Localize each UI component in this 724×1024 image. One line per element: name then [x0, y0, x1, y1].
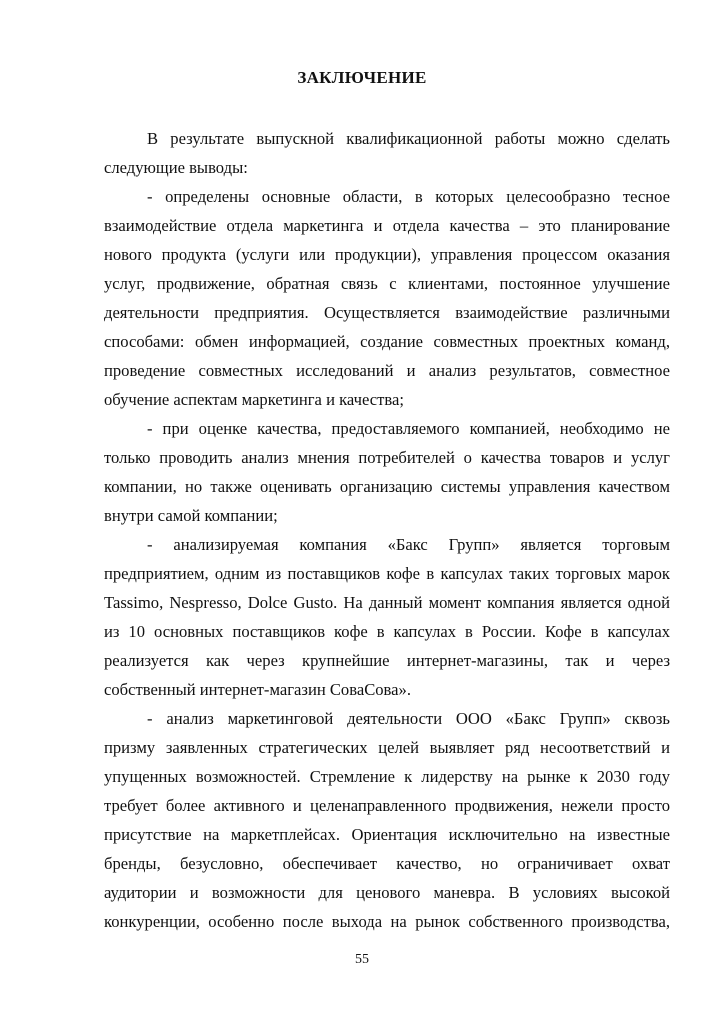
text-line: обучение аспектам маркетинга и качества;: [104, 390, 404, 409]
text-line: внутри самой компании;: [104, 506, 278, 525]
text-line: реализуется как через крупнейшие интернет-магазины, так и через: [104, 651, 670, 670]
page-title: ЗАКЛЮЧЕНИЕ: [297, 68, 427, 87]
text-line: деятельности предприятия. Осуществляется взаимодействие различными: [104, 303, 670, 322]
text-line: аудитории и возможности для ценового маневра. В условиях высокой: [104, 883, 670, 902]
text-line: предприятием, одним из поставщиков кофе в капсулах таких торговых марок: [104, 564, 670, 583]
text-line: присутствие на маркетплейсах. Ориентация исключительно на известные: [104, 825, 670, 844]
text-line: - анализ маркетинговой деятельности ООО «Бакс Групп» сквозь: [147, 709, 670, 728]
text-line: - анализируемая компания «Бакс Групп» является торговым: [147, 535, 670, 554]
text-line: конкуренции, особенно после выхода на рынок собственного производства,: [104, 912, 670, 931]
text-line: услуг, продвижение, обратная связь с клиентами, постоянное улучшение: [104, 274, 670, 293]
text-line: проведение совместных исследований и анализ результатов, совместное: [104, 361, 670, 380]
text-line: бренды, безусловно, обеспечивает качество, но ограничивает охват: [104, 854, 670, 873]
text-line: упущенных возможностей. Стремление к лидерству на рынке к 2030 году: [104, 767, 670, 786]
text-line: только проводить анализ мнения потребителей о качества товаров и услуг: [104, 448, 670, 467]
text-line: способами: обмен информацией, создание совместных проектных команд,: [104, 332, 670, 351]
body-text: [104, 124, 670, 936]
text-line: взаимодействие отдела маркетинга и отдела качества – это планирование: [104, 216, 670, 235]
text-line: нового продукта (услуги или продукции), управления процессом оказания: [104, 245, 670, 264]
text-line: В результате выпускной квалификационной работы можно сделать: [147, 129, 670, 148]
text-line: - определены основные области, в которых целесообразно тесное: [147, 187, 670, 206]
page-number: 55: [355, 952, 369, 967]
text-line: призму заявленных стратегических целей выявляет ряд несоответствий и: [104, 738, 670, 757]
text-line: следующие выводы:: [104, 158, 248, 177]
text-line: Tassimo, Nespresso, Dolce Gusto. На данный момент компания является одной: [104, 593, 670, 612]
text-line: компании, но также оценивать организацию системы управления качеством: [104, 477, 670, 496]
text-line: из 10 основных поставщиков кофе в капсулах в России. Кофе в капсулах: [104, 622, 670, 641]
text-line: - при оценке качества, предоставляемого компанией, необходимо не: [147, 419, 670, 438]
text-line: требует более активного и целенаправленного продвижения, нежели просто: [104, 796, 670, 815]
text-line: собственный интернет-магазин СоваСова».: [104, 680, 411, 699]
